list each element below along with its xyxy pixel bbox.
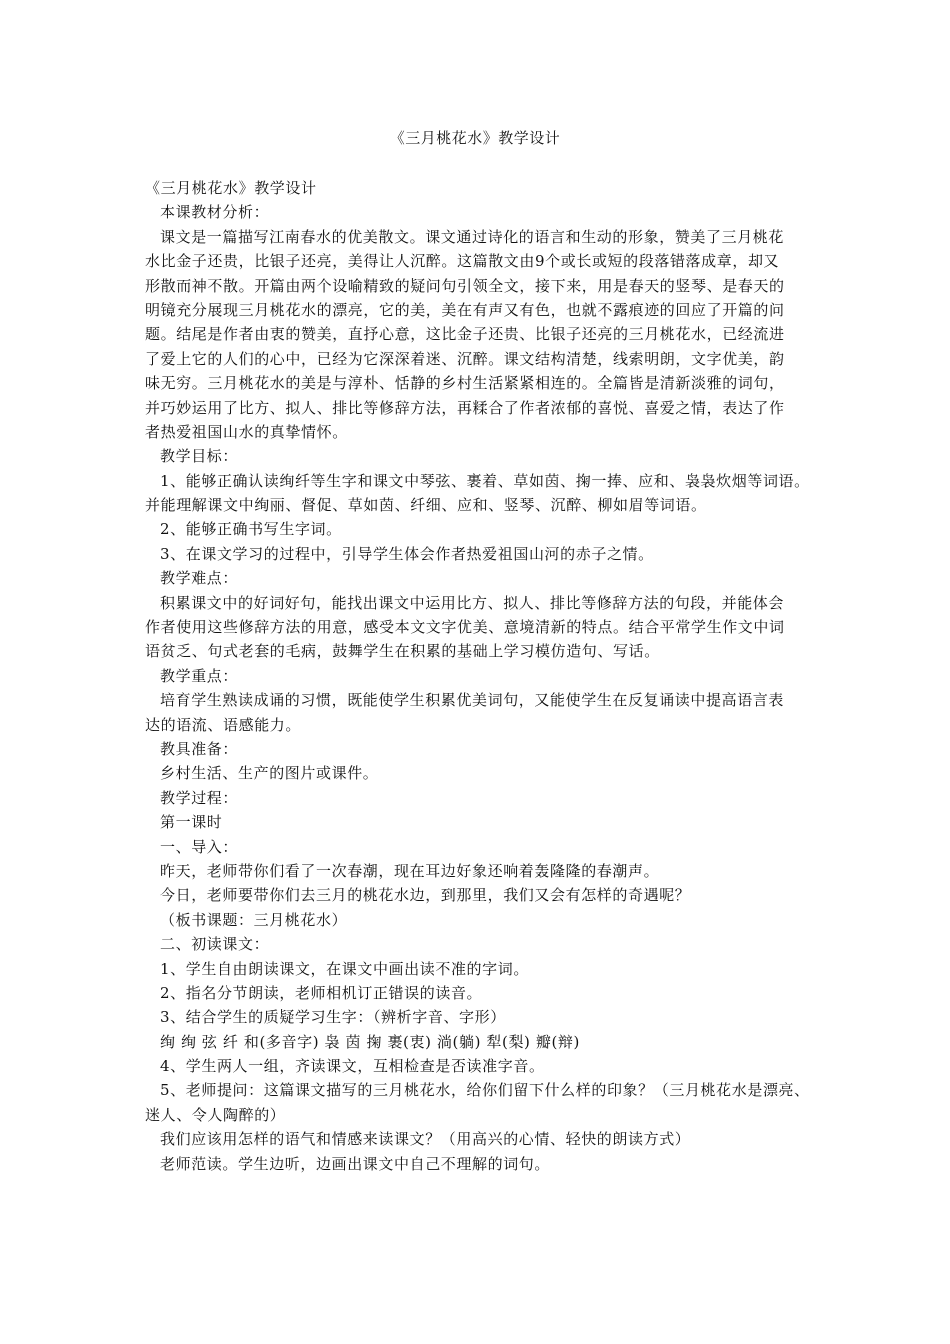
text-line: 第一课时 bbox=[160, 813, 223, 832]
text-line: 二、初读课文： bbox=[160, 935, 270, 954]
text-line: 3、结合学生的质疑学习生字：（辨析字音、字形） bbox=[160, 1008, 506, 1027]
text-line: 5、老师提问：这篇课文描写的三月桃花水，给你们留下什么样的印象？（三月桃花水是漂亮、 bbox=[160, 1081, 810, 1100]
text-line: 昨天，老师带你们看了一次春潮，现在耳边好象还响着轰隆隆的春潮声。 bbox=[160, 861, 660, 880]
text-line: 并巧妙运用了比方、拟人、排比等修辞方法，再糅合了作者浓郁的喜悦、喜爱之情，表达了作 bbox=[145, 398, 785, 417]
text-line: 2、指名分节朗读，老师相机订正错误的读音。 bbox=[160, 983, 483, 1002]
text-line: 2、能够正确书写生字词。 bbox=[160, 520, 342, 539]
text-line: 了爱上它的人们的心中，已经为它深深着迷、沉醉。课文结构清楚，线索明朗，文字优美，韵 bbox=[145, 349, 785, 368]
text-line: 迷人、令人陶醉的） bbox=[145, 1105, 286, 1124]
text-line: 老师范读。学生边听，边画出课文中自己不理解的词句。 bbox=[160, 1154, 551, 1173]
text-line: 今日，老师要带你们去三月的桃花水边，到那里，我们又会有怎样的奇遇呢？ bbox=[160, 886, 691, 905]
text-line: 一、导入： bbox=[160, 837, 239, 856]
text-line: 教学过程： bbox=[160, 788, 239, 807]
text-line: 作者使用这些修辞方法的用意，感受本文文字优美、意境清新的特点。结合平常学生作文中词 bbox=[145, 618, 785, 637]
text-line: 《三月桃花水》教学设计 bbox=[145, 179, 317, 197]
text-line: 者热爱祖国山水的真挚情怀。 bbox=[145, 422, 348, 441]
text-line: 课文是一篇描写江南春水的优美散文。课文通过诗化的语言和生动的形象，赞美了三月桃花 bbox=[160, 227, 785, 246]
document-title: 《三月桃花水》教学设计 bbox=[389, 129, 561, 147]
text-line: 明镜充分展现三月桃花水的漂亮，它的美，美在有声又有色，也就不露痕迹的回应了开篇的问 bbox=[145, 300, 785, 319]
text-line: 乡村生活、生产的图片或课件。 bbox=[160, 764, 379, 783]
text-line: 我们应该用怎样的语气和情感来读课文？（用高兴的心情、轻快的朗读方式） bbox=[160, 1130, 691, 1149]
text-line: 教学目标： bbox=[160, 447, 239, 466]
text-line: 味无穷。三月桃花水的美是与淳朴、恬静的乡村生活紧紧相连的。全篇皆是清新淡雅的词句， bbox=[145, 374, 785, 393]
text-line: 教具准备： bbox=[160, 739, 239, 758]
document-body bbox=[145, 176, 825, 1176]
text-line: 4、学生两人一组，齐读课文，互相检查是否读准字音。 bbox=[160, 1057, 545, 1076]
text-line: 1、能够正确认读绚纤等生字和课文中琴弦、裹着、草如茵、掬一捧、应和、袅袅炊烟等词语。 bbox=[160, 471, 810, 490]
text-line: 并能理解课文中绚丽、督促、草如茵、纤细、应和、竖琴、沉醉、柳如眉等词语。 bbox=[145, 496, 707, 515]
text-line: 水比金子还贵，比银子还亮，美得让人沉醉。这篇散文由9个或长或短的段落错落成章，却又 bbox=[145, 252, 780, 271]
text-line: 绚 绚 弦 纤 和(多音字) 袅 茵 掬 裹(衷) 淌(躺) 犁(梨) 瓣(辩) bbox=[160, 1032, 580, 1051]
text-line: 1、学生自由朗读课文，在课文中画出读不准的字词。 bbox=[160, 959, 529, 978]
text-line: 3、在课文学习的过程中，引导学生体会作者热爱祖国山河的赤子之情。 bbox=[160, 544, 654, 563]
text-line: 语贫乏、句式老套的毛病，鼓舞学生在积累的基础上学习模仿造句、写话。 bbox=[145, 642, 660, 661]
text-line: 题。结尾是作者由衷的赞美，直抒心意，这比金子还贵、比银子还亮的三月桃花水，已经流进 bbox=[145, 325, 785, 344]
text-line: （板书课题：三月桃花水） bbox=[160, 910, 348, 929]
text-line: 教学难点： bbox=[160, 569, 239, 588]
text-line: 达的语流、语感能力。 bbox=[145, 715, 302, 734]
text-line: 积累课文中的好词好句，能找出课文中运用比方、拟人、排比等修辞方法的句段，并能体会 bbox=[160, 593, 785, 612]
text-line: 形散而神不散。开篇由两个设喻精致的疑问句引领全文，接下来，用是春天的竖琴、是春天的 bbox=[145, 276, 785, 295]
text-line: 教学重点： bbox=[160, 666, 239, 685]
text-line: 培育学生熟读成诵的习惯，既能使学生积累优美词句，又能使学生在反复诵读中提高语言表 bbox=[160, 691, 785, 710]
text-line: 本课教材分析： bbox=[160, 203, 270, 222]
